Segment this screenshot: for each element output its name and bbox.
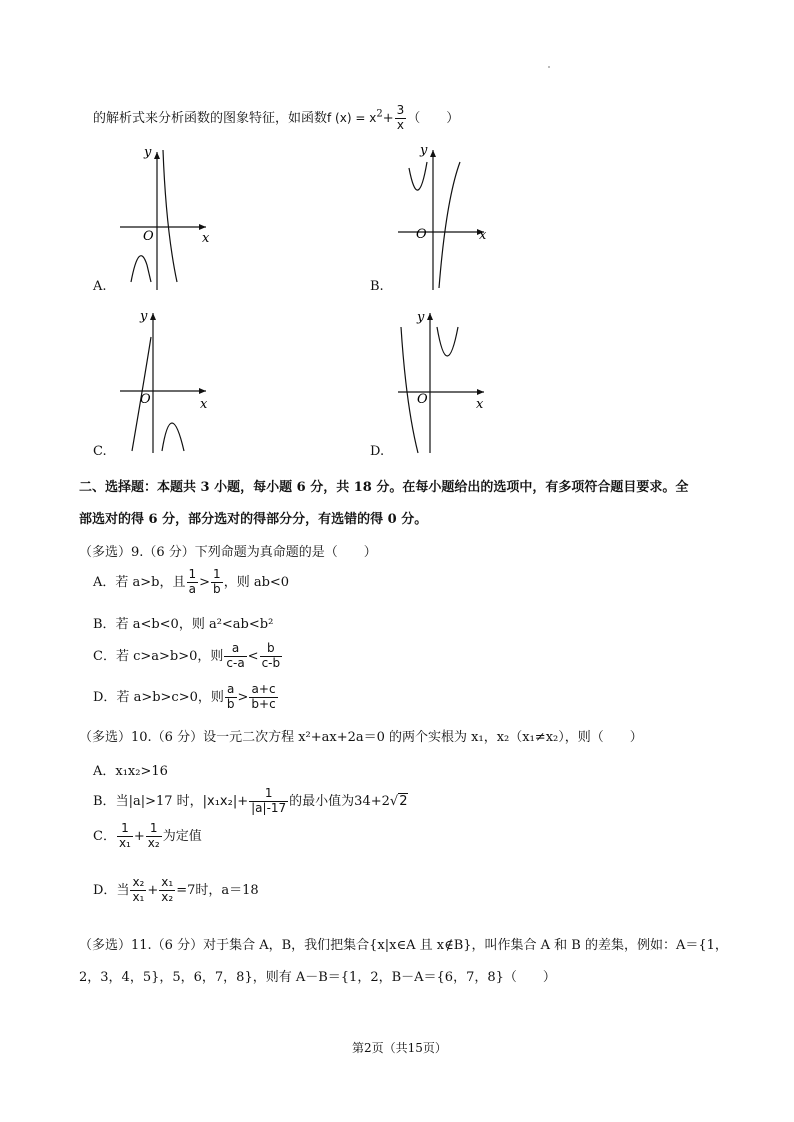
curve-left — [409, 162, 427, 190]
y-axis-arrow — [154, 152, 160, 159]
q10-b-label: B． — [93, 793, 116, 809]
curve-right — [437, 327, 458, 356]
q9-a-label: A． — [93, 574, 116, 590]
q9-stem: （多选）9.（6 分）下列命题为真命题的是（ ） — [79, 545, 377, 560]
frac-num: b — [260, 642, 283, 657]
scan-dot — [548, 66, 550, 68]
origin-label: O — [417, 392, 428, 407]
q10-d-plus: + — [147, 882, 159, 898]
q10-a-label: A． — [93, 764, 116, 779]
option-b-label: B. — [370, 279, 384, 294]
intro-prefix: 的解析式来分析函数的图象特征，如函数 — [93, 110, 328, 126]
q9-d-frac1 — [225, 683, 237, 712]
frac-den: b+c — [251, 696, 276, 711]
q10-stem: （多选）10.（6 分）设一元二次方程 x²+ax+2a＝0 的两个实根为 x₁，x₂（x₁≠x₂），则（ ） — [79, 730, 643, 745]
q10-option-c — [93, 822, 202, 851]
q9-b-label: B． — [93, 617, 116, 632]
q10-b-plus: + — [237, 793, 249, 809]
q10-b-text2: 的最小值为34+2 — [289, 793, 390, 809]
q10-c-plus: + — [133, 828, 145, 844]
q9-c-text1: 若 c>a>b>0，则 — [115, 648, 224, 664]
q10-d-label: D． — [93, 882, 117, 898]
q9-c-frac1 — [224, 642, 246, 671]
q10-d-frac1 — [130, 876, 146, 905]
x-label: x — [200, 397, 208, 412]
y-label: y — [140, 309, 148, 324]
frac-den: c-b — [261, 655, 281, 670]
q9-a-frac1 — [187, 568, 199, 597]
q9-option-a — [93, 568, 289, 597]
q9-a-frac2 — [211, 568, 223, 597]
x-label: x — [476, 397, 484, 412]
q10-option-b — [93, 787, 408, 816]
x-axis-arrow — [477, 389, 484, 395]
q10-c-text2: 为定值 — [162, 828, 202, 844]
frac-den: x₂ — [147, 835, 160, 850]
x-axis-arrow — [199, 224, 206, 230]
y-axis-arrow — [150, 313, 156, 320]
q10-d-frac2 — [159, 876, 175, 905]
x-label: x — [202, 231, 210, 246]
q10-b-abs: |x₁x₂| — [202, 793, 238, 809]
origin-label: O — [416, 227, 427, 242]
frac-den: x₁ — [132, 889, 145, 904]
curve-left — [401, 327, 418, 453]
graph-a — [110, 140, 220, 290]
curve-left — [131, 256, 151, 282]
section2-line2: 部选对的得 6 分，部分选对的得部分分，有选错的得 0 分。 — [79, 512, 428, 527]
frac-num: 1 — [213, 567, 221, 581]
intro-frac-den: x — [396, 117, 404, 132]
q9-c-op: < — [247, 648, 259, 664]
origin-label: O — [140, 392, 151, 407]
frac-den: x₁ — [118, 835, 131, 850]
x-axis-arrow — [199, 388, 206, 394]
intro-line — [93, 104, 459, 133]
q9-option-d — [93, 683, 279, 712]
y-axis-arrow — [430, 150, 436, 157]
q9-d-op: > — [237, 689, 249, 705]
q10-b-frac — [249, 787, 288, 816]
frac-num: 1 — [117, 822, 133, 837]
q9-b-text: 若 a<b<0，则 a²<ab<b² — [115, 617, 274, 632]
q10-b-root: 2 — [399, 793, 408, 809]
frac-den: b — [226, 696, 235, 711]
graph-c — [110, 305, 220, 455]
y-axis-arrow — [427, 313, 433, 320]
frac-num: x₁ — [161, 875, 174, 889]
frac-num: a — [224, 642, 246, 657]
curve-right — [163, 150, 177, 282]
q9-option-c — [93, 642, 283, 671]
option-d-label: D. — [370, 444, 385, 459]
sqrt-sign: √ — [389, 793, 399, 809]
q10-option-a — [93, 760, 168, 779]
y-label: y — [417, 310, 425, 325]
q10-d-text1: 当 — [116, 882, 130, 898]
intro-fraction — [395, 104, 407, 133]
intro-func: f (x) = x — [327, 110, 377, 125]
option-a-label: A. — [93, 279, 107, 294]
q9-c-frac2 — [260, 642, 283, 671]
q10-d-text2: =7时，a＝18 — [176, 882, 259, 898]
frac-den: a — [188, 581, 196, 596]
q10-a-text: x₁x₂>16 — [115, 764, 168, 779]
q10-c-label: C． — [93, 828, 116, 844]
q9-c-label: C． — [93, 648, 116, 664]
q10-c-frac2 — [146, 822, 162, 851]
curve-right — [439, 162, 460, 288]
graph-d — [388, 305, 498, 455]
x-label: x — [479, 228, 487, 243]
frac-num: 1 — [146, 822, 162, 837]
q10-b-text1: 当|a|>17 时， — [115, 793, 203, 809]
frac-num: x₂ — [132, 875, 145, 889]
q11-line2: 2，3，4，5}，5，6，7，8}，则有 A－B＝{1，2，B－A＝{6，7，8}（ ） — [79, 970, 556, 985]
q9-a-text2: ，则 ab<0 — [223, 574, 290, 590]
q9-option-b — [93, 613, 273, 632]
q9-a-op: > — [199, 574, 211, 590]
frac-den: c-a — [226, 655, 245, 670]
frac-num: 1 — [249, 787, 288, 802]
q10-c-frac1 — [117, 822, 133, 851]
y-label: y — [144, 145, 152, 160]
intro-plus: + — [382, 110, 394, 126]
intro-exp: 2 — [376, 108, 383, 120]
option-c-label: C. — [93, 444, 107, 459]
q9-d-frac2 — [249, 683, 277, 712]
origin-label: O — [143, 229, 154, 244]
q9-d-label: D． — [93, 689, 117, 705]
frac-den: x₂ — [161, 889, 174, 904]
q10-option-d — [93, 876, 259, 905]
q9-a-text1: 若 a>b，且 — [115, 574, 186, 590]
section2-line1: 二、选择题：本题共 3 小题，每小题 6 分，共 18 分。在每小题给出的选项中，有多项符合题目要求。全 — [79, 480, 689, 495]
q9-d-text1: 若 a>b>c>0，则 — [116, 689, 224, 705]
curve-right — [162, 423, 184, 451]
frac-num: a — [225, 683, 237, 698]
frac-den: b — [213, 581, 221, 596]
page-footer: 第2页（共15页） — [352, 1041, 447, 1055]
frac-den: |a|-17 — [251, 800, 287, 815]
frac-num: 1 — [188, 567, 197, 581]
graph-b — [388, 140, 498, 290]
intro-blank: （ ） — [407, 110, 460, 126]
y-label: y — [420, 143, 428, 158]
q11-line1: （多选）11.（6 分）对于集合 A，B，我们把集合{x|x∈A 且 x∉B}，叫作集合 A 和 B 的差集，例如：A＝{1， — [79, 938, 728, 953]
frac-num: a+c — [249, 683, 277, 698]
intro-frac-num: 3 — [396, 103, 405, 117]
